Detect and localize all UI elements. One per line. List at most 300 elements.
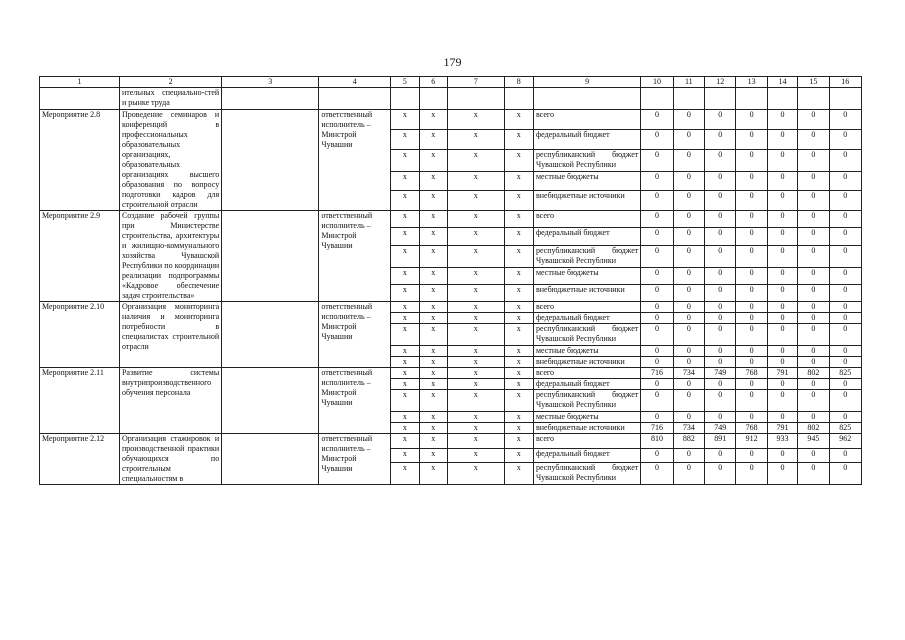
funding-source: республиканский бюджет Чувашской Республики <box>533 390 640 412</box>
funding-value: 0 <box>829 228 862 245</box>
funding-value: 0 <box>705 324 736 346</box>
funding-value: 0 <box>798 284 829 301</box>
funding-value: 0 <box>736 129 767 149</box>
funding-value: 0 <box>767 346 797 357</box>
empty-cell <box>319 88 391 110</box>
x-mark: x <box>504 434 533 449</box>
funding-value: 734 <box>673 423 704 434</box>
x-mark: x <box>419 228 447 245</box>
funding-value: 0 <box>829 463 862 485</box>
x-mark: x <box>504 171 533 191</box>
funding-value: 0 <box>829 357 862 368</box>
x-mark: x <box>447 245 504 267</box>
funding-value: 0 <box>705 302 736 313</box>
funding-value: 0 <box>767 228 797 245</box>
funding-source: федеральный бюджет <box>533 448 640 463</box>
funding-value: 0 <box>767 245 797 267</box>
funding-value: 962 <box>829 434 862 449</box>
x-mark: x <box>504 302 533 313</box>
x-mark: x <box>419 302 447 313</box>
empty-cell <box>504 88 533 110</box>
empty-cell <box>40 88 120 110</box>
funding-value: 0 <box>705 357 736 368</box>
x-mark: x <box>504 423 533 434</box>
x-mark: x <box>447 368 504 379</box>
x-mark: x <box>391 434 419 449</box>
x-mark: x <box>419 149 447 171</box>
x-mark: x <box>447 284 504 301</box>
funding-value: 0 <box>673 463 704 485</box>
empty-cell <box>222 302 319 368</box>
funding-value: 0 <box>798 412 829 423</box>
header-col-8: 8 <box>504 77 533 88</box>
x-mark: x <box>447 379 504 390</box>
funding-value: 0 <box>641 324 673 346</box>
header-col-16: 16 <box>829 77 862 88</box>
x-mark: x <box>447 149 504 171</box>
funding-source: федеральный бюджет <box>533 129 640 149</box>
funding-value: 0 <box>736 357 767 368</box>
empty-cell <box>222 211 319 302</box>
funding-value: 0 <box>705 228 736 245</box>
funding-value: 0 <box>673 149 704 171</box>
funding-value: 791 <box>767 368 797 379</box>
funding-value: 0 <box>673 357 704 368</box>
x-mark: x <box>391 423 419 434</box>
funding-value: 0 <box>673 110 704 130</box>
funding-value: 882 <box>673 434 704 449</box>
empty-cell <box>798 88 829 110</box>
funding-value: 0 <box>736 412 767 423</box>
x-mark: x <box>447 390 504 412</box>
funding-value: 0 <box>736 463 767 485</box>
x-mark: x <box>391 129 419 149</box>
funding-source: местные бюджеты <box>533 171 640 191</box>
continuation-text: ительных специально-стей и рынке труда <box>119 88 221 110</box>
event-executor: ответственный исполнитель – Минстрой Чувашии <box>319 368 391 434</box>
funding-value: 0 <box>705 412 736 423</box>
funding-value: 0 <box>705 463 736 485</box>
funding-value: 0 <box>641 129 673 149</box>
x-mark: x <box>419 346 447 357</box>
empty-cell <box>222 368 319 434</box>
funding-value: 0 <box>767 110 797 130</box>
funding-value: 0 <box>705 267 736 284</box>
funding-value: 912 <box>736 434 767 449</box>
event-executor: ответственный исполнитель – Минстрой Чувашии <box>319 110 391 211</box>
x-mark: x <box>504 357 533 368</box>
funding-source: федеральный бюджет <box>533 313 640 324</box>
funding-value: 945 <box>798 434 829 449</box>
x-mark: x <box>391 448 419 463</box>
funding-value: 825 <box>829 423 862 434</box>
funding-value: 768 <box>736 368 767 379</box>
event-description: Развитие системы внутрипроизводственного обучения персонала <box>119 368 221 434</box>
funding-value: 0 <box>736 390 767 412</box>
funding-source: федеральный бюджет <box>533 379 640 390</box>
funding-value: 0 <box>673 302 704 313</box>
event-description: Проведение семинаров и конференций в профессиональных образовательных организациях, образовательных организациях высшего образования по вопросу подготовки кадров для строительной отрасли <box>119 110 221 211</box>
header-col-2: 2 <box>119 77 221 88</box>
funding-source: республиканский бюджет Чувашской Республики <box>533 149 640 171</box>
funding-value: 0 <box>673 228 704 245</box>
funding-value: 0 <box>736 110 767 130</box>
funding-source: всего <box>533 110 640 130</box>
event-id: Мероприятие 2.11 <box>40 368 120 434</box>
x-mark: x <box>447 448 504 463</box>
header-col-15: 15 <box>798 77 829 88</box>
header-col-12: 12 <box>705 77 736 88</box>
x-mark: x <box>391 245 419 267</box>
funding-value: 0 <box>829 412 862 423</box>
funding-value: 0 <box>829 284 862 301</box>
event-executor: ответственный исполнитель – Минстрой Чувашии <box>319 434 391 485</box>
funding-value: 0 <box>641 171 673 191</box>
funding-source: внебюджетные источники <box>533 423 640 434</box>
continuation-row <box>40 88 862 110</box>
x-mark: x <box>419 357 447 368</box>
x-mark: x <box>391 171 419 191</box>
header-col-10: 10 <box>641 77 673 88</box>
x-mark: x <box>419 390 447 412</box>
funding-value: 0 <box>829 379 862 390</box>
funding-source: внебюджетные источники <box>533 284 640 301</box>
x-mark: x <box>391 191 419 211</box>
funding-value: 0 <box>736 191 767 211</box>
funding-value: 0 <box>736 313 767 324</box>
event-description: Создание рабочей группы при Министерстве строительства, архитектуры и жилищно-коммунального хозяйства Чувашской Республики по координации реализации подпрограммы «Кадровое обеспечение задач строительства» <box>119 211 221 302</box>
x-mark: x <box>447 110 504 130</box>
funding-value: 0 <box>736 448 767 463</box>
x-mark: x <box>447 346 504 357</box>
funding-value: 0 <box>798 346 829 357</box>
funding-value: 0 <box>829 448 862 463</box>
header-col-13: 13 <box>736 77 767 88</box>
funding-value: 716 <box>641 368 673 379</box>
funding-source: внебюджетные источники <box>533 357 640 368</box>
funding-value: 0 <box>673 448 704 463</box>
x-mark: x <box>419 368 447 379</box>
table-header <box>40 77 862 88</box>
header-col-5: 5 <box>391 77 419 88</box>
funding-value: 0 <box>767 211 797 228</box>
funding-source: всего <box>533 302 640 313</box>
funding-value: 0 <box>767 302 797 313</box>
x-mark: x <box>504 390 533 412</box>
funding-value: 0 <box>705 110 736 130</box>
x-mark: x <box>447 412 504 423</box>
funding-source: республиканский бюджет Чувашской Республики <box>533 463 640 485</box>
funding-source: местные бюджеты <box>533 412 640 423</box>
empty-cell <box>419 88 447 110</box>
funding-value: 0 <box>641 245 673 267</box>
header-col-7: 7 <box>447 77 504 88</box>
x-mark: x <box>419 110 447 130</box>
x-mark: x <box>419 211 447 228</box>
funding-value: 802 <box>798 368 829 379</box>
x-mark: x <box>391 228 419 245</box>
header-col-14: 14 <box>767 77 797 88</box>
funding-value: 0 <box>736 267 767 284</box>
funding-source: всего <box>533 368 640 379</box>
funding-value: 0 <box>767 379 797 390</box>
funding-value: 0 <box>829 149 862 171</box>
funding-value: 0 <box>673 191 704 211</box>
x-mark: x <box>447 191 504 211</box>
funding-value: 0 <box>736 346 767 357</box>
x-mark: x <box>391 463 419 485</box>
funding-value: 0 <box>705 379 736 390</box>
funding-value: 0 <box>829 129 862 149</box>
funding-value: 802 <box>798 423 829 434</box>
x-mark: x <box>419 191 447 211</box>
funding-value: 0 <box>829 245 862 267</box>
empty-cell <box>829 88 862 110</box>
funding-value: 0 <box>767 390 797 412</box>
funding-value: 891 <box>705 434 736 449</box>
header-col-3: 3 <box>222 77 319 88</box>
funding-value: 0 <box>736 379 767 390</box>
table-body <box>40 88 862 485</box>
funding-value: 0 <box>829 324 862 346</box>
x-mark: x <box>504 284 533 301</box>
x-mark: x <box>419 171 447 191</box>
funding-value: 791 <box>767 423 797 434</box>
funding-value: 0 <box>641 412 673 423</box>
empty-cell <box>447 88 504 110</box>
funding-value: 0 <box>798 211 829 228</box>
x-mark: x <box>447 313 504 324</box>
x-mark: x <box>504 379 533 390</box>
funding-value: 0 <box>673 379 704 390</box>
funding-value: 0 <box>673 129 704 149</box>
program-table <box>39 76 862 485</box>
funding-value: 0 <box>829 302 862 313</box>
funding-value: 0 <box>798 171 829 191</box>
funding-value: 0 <box>798 324 829 346</box>
funding-value: 0 <box>798 448 829 463</box>
funding-value: 0 <box>705 346 736 357</box>
funding-source: местные бюджеты <box>533 267 640 284</box>
x-mark: x <box>447 171 504 191</box>
x-mark: x <box>447 463 504 485</box>
funding-value: 0 <box>736 324 767 346</box>
x-mark: x <box>504 412 533 423</box>
x-mark: x <box>504 267 533 284</box>
header-col-11: 11 <box>673 77 704 88</box>
event-id: Мероприятие 2.9 <box>40 211 120 302</box>
x-mark: x <box>504 463 533 485</box>
funding-value: 0 <box>641 357 673 368</box>
funding-source: всего <box>533 211 640 228</box>
funding-value: 0 <box>673 267 704 284</box>
funding-source: республиканский бюджет Чувашской Республики <box>533 324 640 346</box>
header-col-6: 6 <box>419 77 447 88</box>
funding-value: 0 <box>767 324 797 346</box>
x-mark: x <box>391 302 419 313</box>
funding-value: 716 <box>641 423 673 434</box>
table-row <box>40 434 862 449</box>
funding-value: 0 <box>798 302 829 313</box>
funding-value: 0 <box>767 448 797 463</box>
event-id: Мероприятие 2.10 <box>40 302 120 368</box>
funding-value: 0 <box>705 448 736 463</box>
funding-value: 0 <box>641 191 673 211</box>
x-mark: x <box>391 149 419 171</box>
funding-value: 0 <box>705 211 736 228</box>
funding-value: 0 <box>798 110 829 130</box>
funding-value: 0 <box>641 110 673 130</box>
event-executor: ответственный исполнитель – Минстрой Чувашии <box>319 302 391 368</box>
funding-value: 0 <box>829 267 862 284</box>
funding-value: 0 <box>767 171 797 191</box>
x-mark: x <box>391 267 419 284</box>
x-mark: x <box>447 434 504 449</box>
funding-source: местные бюджеты <box>533 346 640 357</box>
funding-value: 0 <box>641 379 673 390</box>
funding-value: 0 <box>736 245 767 267</box>
empty-cell <box>391 88 419 110</box>
empty-cell <box>533 88 640 110</box>
empty-cell <box>736 88 767 110</box>
funding-value: 749 <box>705 368 736 379</box>
funding-value: 0 <box>641 463 673 485</box>
x-mark: x <box>391 313 419 324</box>
empty-cell <box>222 88 319 110</box>
header-col-9: 9 <box>533 77 640 88</box>
funding-value: 0 <box>673 313 704 324</box>
x-mark: x <box>391 110 419 130</box>
x-mark: x <box>504 313 533 324</box>
funding-value: 0 <box>798 379 829 390</box>
funding-value: 0 <box>767 267 797 284</box>
funding-value: 0 <box>767 149 797 171</box>
x-mark: x <box>504 211 533 228</box>
x-mark: x <box>419 324 447 346</box>
funding-value: 0 <box>767 463 797 485</box>
empty-cell <box>705 88 736 110</box>
funding-value: 0 <box>673 245 704 267</box>
funding-value: 0 <box>705 390 736 412</box>
funding-value: 749 <box>705 423 736 434</box>
x-mark: x <box>447 357 504 368</box>
funding-value: 0 <box>736 228 767 245</box>
table-row <box>40 110 862 130</box>
funding-value: 0 <box>798 463 829 485</box>
event-description: Организация стажировок и производственной практики обучающихся по строительным специальностям в <box>119 434 221 485</box>
x-mark: x <box>391 284 419 301</box>
x-mark: x <box>391 412 419 423</box>
funding-value: 0 <box>767 412 797 423</box>
x-mark: x <box>447 267 504 284</box>
x-mark: x <box>419 423 447 434</box>
funding-value: 0 <box>829 313 862 324</box>
funding-value: 0 <box>767 129 797 149</box>
funding-value: 0 <box>798 228 829 245</box>
funding-value: 0 <box>798 191 829 211</box>
x-mark: x <box>419 448 447 463</box>
funding-value: 0 <box>829 211 862 228</box>
event-id: Мероприятие 2.8 <box>40 110 120 211</box>
funding-value: 0 <box>705 284 736 301</box>
funding-value: 0 <box>641 228 673 245</box>
funding-value: 0 <box>641 267 673 284</box>
funding-source: внебюджетные источники <box>533 191 640 211</box>
funding-value: 0 <box>798 245 829 267</box>
funding-value: 0 <box>798 267 829 284</box>
x-mark: x <box>419 267 447 284</box>
funding-value: 0 <box>798 313 829 324</box>
funding-value: 0 <box>705 191 736 211</box>
x-mark: x <box>447 228 504 245</box>
funding-value: 0 <box>767 357 797 368</box>
x-mark: x <box>391 346 419 357</box>
funding-value: 0 <box>673 284 704 301</box>
funding-value: 0 <box>705 313 736 324</box>
x-mark: x <box>391 379 419 390</box>
funding-value: 734 <box>673 368 704 379</box>
x-mark: x <box>504 324 533 346</box>
empty-cell <box>767 88 797 110</box>
x-mark: x <box>391 357 419 368</box>
table-row <box>40 211 862 228</box>
empty-cell <box>222 110 319 211</box>
funding-source: федеральный бюджет <box>533 228 640 245</box>
funding-value: 0 <box>641 149 673 171</box>
funding-value: 0 <box>767 284 797 301</box>
funding-value: 0 <box>829 110 862 130</box>
funding-value: 0 <box>673 412 704 423</box>
funding-value: 0 <box>829 346 862 357</box>
funding-value: 0 <box>798 390 829 412</box>
funding-value: 0 <box>829 171 862 191</box>
x-mark: x <box>504 228 533 245</box>
x-mark: x <box>504 191 533 211</box>
empty-cell <box>222 434 319 485</box>
x-mark: x <box>419 434 447 449</box>
funding-value: 0 <box>798 129 829 149</box>
x-mark: x <box>391 211 419 228</box>
funding-value: 0 <box>641 448 673 463</box>
x-mark: x <box>419 129 447 149</box>
x-mark: x <box>391 368 419 379</box>
x-mark: x <box>504 149 533 171</box>
funding-value: 0 <box>641 284 673 301</box>
funding-value: 0 <box>641 313 673 324</box>
funding-value: 0 <box>736 149 767 171</box>
table-row <box>40 368 862 379</box>
page-number: 179 <box>443 55 462 69</box>
x-mark: x <box>504 110 533 130</box>
funding-value: 0 <box>673 324 704 346</box>
funding-value: 0 <box>705 149 736 171</box>
x-mark: x <box>447 324 504 346</box>
funding-value: 810 <box>641 434 673 449</box>
funding-value: 0 <box>736 284 767 301</box>
x-mark: x <box>391 390 419 412</box>
funding-value: 825 <box>829 368 862 379</box>
x-mark: x <box>419 463 447 485</box>
funding-value: 768 <box>736 423 767 434</box>
x-mark: x <box>504 368 533 379</box>
funding-value: 0 <box>673 171 704 191</box>
x-mark: x <box>447 423 504 434</box>
x-mark: x <box>419 284 447 301</box>
x-mark: x <box>419 379 447 390</box>
funding-value: 0 <box>705 245 736 267</box>
x-mark: x <box>504 346 533 357</box>
funding-value: 0 <box>641 346 673 357</box>
